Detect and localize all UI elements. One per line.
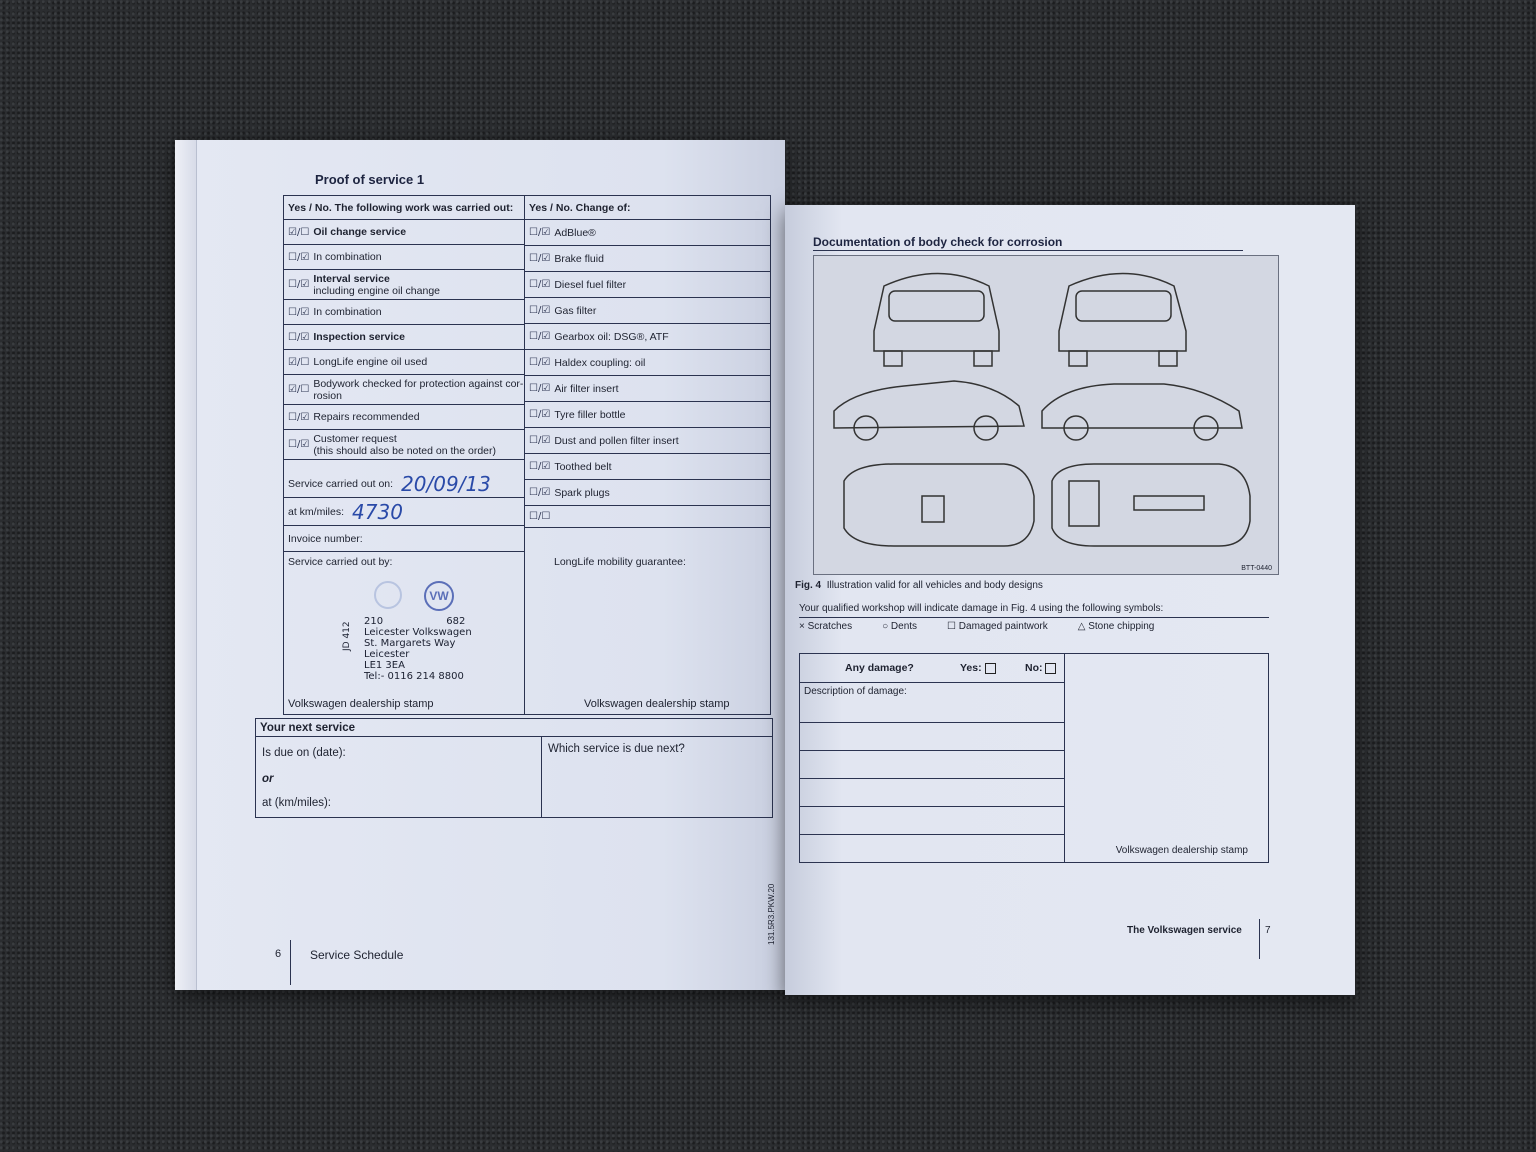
car-outlines <box>814 256 1280 576</box>
change-item <box>525 246 770 272</box>
checkbox-icon[interactable]: ☐/☑ <box>529 487 551 498</box>
dealer-stamp-label-2: Volkswagen dealership stamp <box>584 698 730 710</box>
invoice-row <box>284 526 524 552</box>
checkbox-icon[interactable]: ☐/☑ <box>529 383 551 394</box>
change-item-label: Dust and pollen filter insert <box>554 434 679 447</box>
checkbox-icon[interactable]: ☑/☐ <box>288 384 310 395</box>
work-item-label: Interval service including engine oil change <box>313 272 440 297</box>
checkbox-icon[interactable]: ☐/☑ <box>529 357 551 368</box>
change-item <box>525 324 770 350</box>
car-diagram <box>813 255 1279 575</box>
damage-box <box>799 653 1269 863</box>
col2-header: Yes / No. Change of: <box>525 196 770 220</box>
checkbox-icon[interactable]: ☐/☑ <box>529 461 551 472</box>
next-service-title: Your next service <box>256 719 772 737</box>
stamp-circle-icon <box>374 581 402 609</box>
work-item-label: Repairs recommended <box>313 411 420 423</box>
work-item <box>284 325 524 350</box>
checkbox-icon[interactable]: ☐/☑ <box>529 279 551 290</box>
left-page-title: Service Schedule <box>310 948 404 962</box>
car-front-view <box>1059 274 1186 367</box>
work-item <box>284 300 524 325</box>
work-item <box>284 270 524 300</box>
work-item-label: Customer request (this should also be noted on the order) <box>313 432 497 457</box>
change-item-label: Haldex coupling: oil <box>554 356 646 369</box>
work-item-label: Inspection service <box>313 331 405 343</box>
checkbox-icon[interactable]: ☐/☑ <box>288 279 310 290</box>
change-item-label: Tyre filler bottle <box>554 408 626 421</box>
checkbox-icon[interactable]: ☐/☑ <box>288 251 310 263</box>
change-item <box>525 350 770 376</box>
work-item <box>284 405 524 430</box>
checkbox-icon[interactable]: ☑/☐ <box>288 356 310 368</box>
service-date-row <box>284 470 524 498</box>
checkbox-icon[interactable]: ☐/☑ <box>529 435 551 446</box>
change-item-label: Air filter insert <box>554 382 619 395</box>
change-item-label: Spark plugs <box>554 486 610 499</box>
col1-header: Yes / No. The following work was carried out: <box>284 196 524 220</box>
checkbox-icon[interactable]: ☐/☑ <box>288 306 310 318</box>
change-item <box>525 376 770 402</box>
change-item <box>525 428 770 454</box>
work-item-label: Oil change service <box>313 226 407 238</box>
dealer-stamp-label-right: Volkswagen dealership stamp <box>1115 845 1248 856</box>
or-label: or <box>262 773 274 785</box>
work-item <box>284 375 524 405</box>
change-item-label: Diesel fuel filter <box>554 278 627 291</box>
checkbox-icon[interactable]: ☑/☐ <box>288 226 310 238</box>
dealer-stamp-label: Volkswagen dealership stamp <box>288 698 434 710</box>
right-page-title: The Volkswagen service <box>1127 925 1242 936</box>
checkbox-icon[interactable]: ☐/☑ <box>288 439 310 450</box>
work-item-label: Bodywork checked for protection against cor- rosion <box>313 377 524 402</box>
checkbox-icon[interactable]: ☐/☑ <box>529 331 551 342</box>
change-item <box>525 298 770 324</box>
change-item <box>525 480 770 506</box>
work-item-label: LongLife engine oil used <box>313 356 428 368</box>
checkbox-icon[interactable]: ☐/☑ <box>288 411 310 423</box>
work-item <box>284 245 524 270</box>
left-page <box>175 140 785 990</box>
yes-label: Yes: <box>960 662 996 674</box>
corrosion-title: Documentation of body check for corrosion <box>813 235 1063 249</box>
side-print-code: 131.5R3.PKW.20 <box>767 883 776 945</box>
damage-description-label: Description of damage: <box>804 686 907 697</box>
car-side-right <box>1042 384 1242 440</box>
km-label: at km/miles: <box>288 505 345 518</box>
change-item-label: AdBlue® <box>554 226 596 239</box>
next-service-box <box>255 718 773 818</box>
km-value: 4730 <box>352 499 403 524</box>
left-page-number: 6 <box>275 948 282 960</box>
stamp-side-code: JD 412 <box>342 621 352 651</box>
work-item-label: In combination <box>313 251 382 263</box>
work-item-label: In combination <box>313 306 382 318</box>
change-item <box>525 220 770 246</box>
change-item-label: Gearbox oil: DSG®, ATF <box>554 330 669 343</box>
invoice-label: Invoice number: <box>288 532 363 545</box>
checkbox-icon[interactable]: ☐/☑ <box>288 331 310 343</box>
car-top-view <box>844 464 1034 546</box>
due-date-label: Is due on (date): <box>262 747 346 759</box>
carried-out-by: Service carried out by: <box>288 556 393 568</box>
checkbox-icon[interactable]: ☐/☑ <box>529 227 551 238</box>
checkbox-icon[interactable]: ☐/☐ <box>529 511 551 522</box>
car-side-left <box>834 381 1024 440</box>
change-item <box>525 272 770 298</box>
change-item <box>525 506 770 528</box>
any-damage-label: Any damage? <box>845 662 914 674</box>
no-checkbox[interactable] <box>1045 663 1056 674</box>
checkbox-icon[interactable]: ☐/☑ <box>529 409 551 420</box>
page-title: Proof of service 1 <box>315 172 425 187</box>
work-item <box>284 350 524 375</box>
km-row <box>284 498 524 526</box>
change-item-label: Brake fluid <box>554 252 604 265</box>
symbols-legend: × Scratches ○ Dents ☐ Damaged paintwork △ Stone chipping <box>799 621 1155 632</box>
checkbox-icon[interactable]: ☐/☑ <box>529 305 551 316</box>
change-item <box>525 402 770 428</box>
fig-caption-row: Fig. 4 Illustration valid for all vehicles and body designs <box>795 580 1043 591</box>
right-page-number: 7 <box>1265 925 1271 936</box>
which-service-label: Which service is due next? <box>548 743 685 755</box>
at-km-label: at (km/miles): <box>262 797 331 809</box>
change-item-label: Toothed belt <box>554 460 612 473</box>
dealer-stamp-text: 210 682 Leicester Volkswagen St. Margarets Way Leicester LE1 3EA Tel:- 0116 214 8800 <box>364 616 472 682</box>
service-book <box>175 140 1355 990</box>
vw-logo-icon: VW <box>424 581 454 611</box>
yes-checkbox[interactable] <box>985 663 996 674</box>
service-date-label: Service carried out on: <box>288 477 394 490</box>
car-underside-view <box>1052 464 1250 546</box>
service-table <box>283 195 771 715</box>
page-edge <box>175 140 197 990</box>
change-item-label: Gas filter <box>554 304 597 317</box>
car-rear-view <box>874 274 999 367</box>
work-item <box>284 220 524 245</box>
work-item <box>284 430 524 460</box>
symbols-intro: Your qualified workshop will indicate damage in Fig. 4 using the following symbols: <box>799 603 1164 614</box>
checkbox-icon[interactable]: ☐/☑ <box>529 253 551 264</box>
mobility-guarantee: LongLife mobility guarantee: <box>554 556 686 568</box>
change-item <box>525 454 770 480</box>
fig-code: BTT-0440 <box>1241 565 1272 572</box>
service-date-value: 20/09/13 <box>401 471 491 496</box>
no-label: No: <box>1025 662 1056 674</box>
right-page <box>767 205 1355 995</box>
